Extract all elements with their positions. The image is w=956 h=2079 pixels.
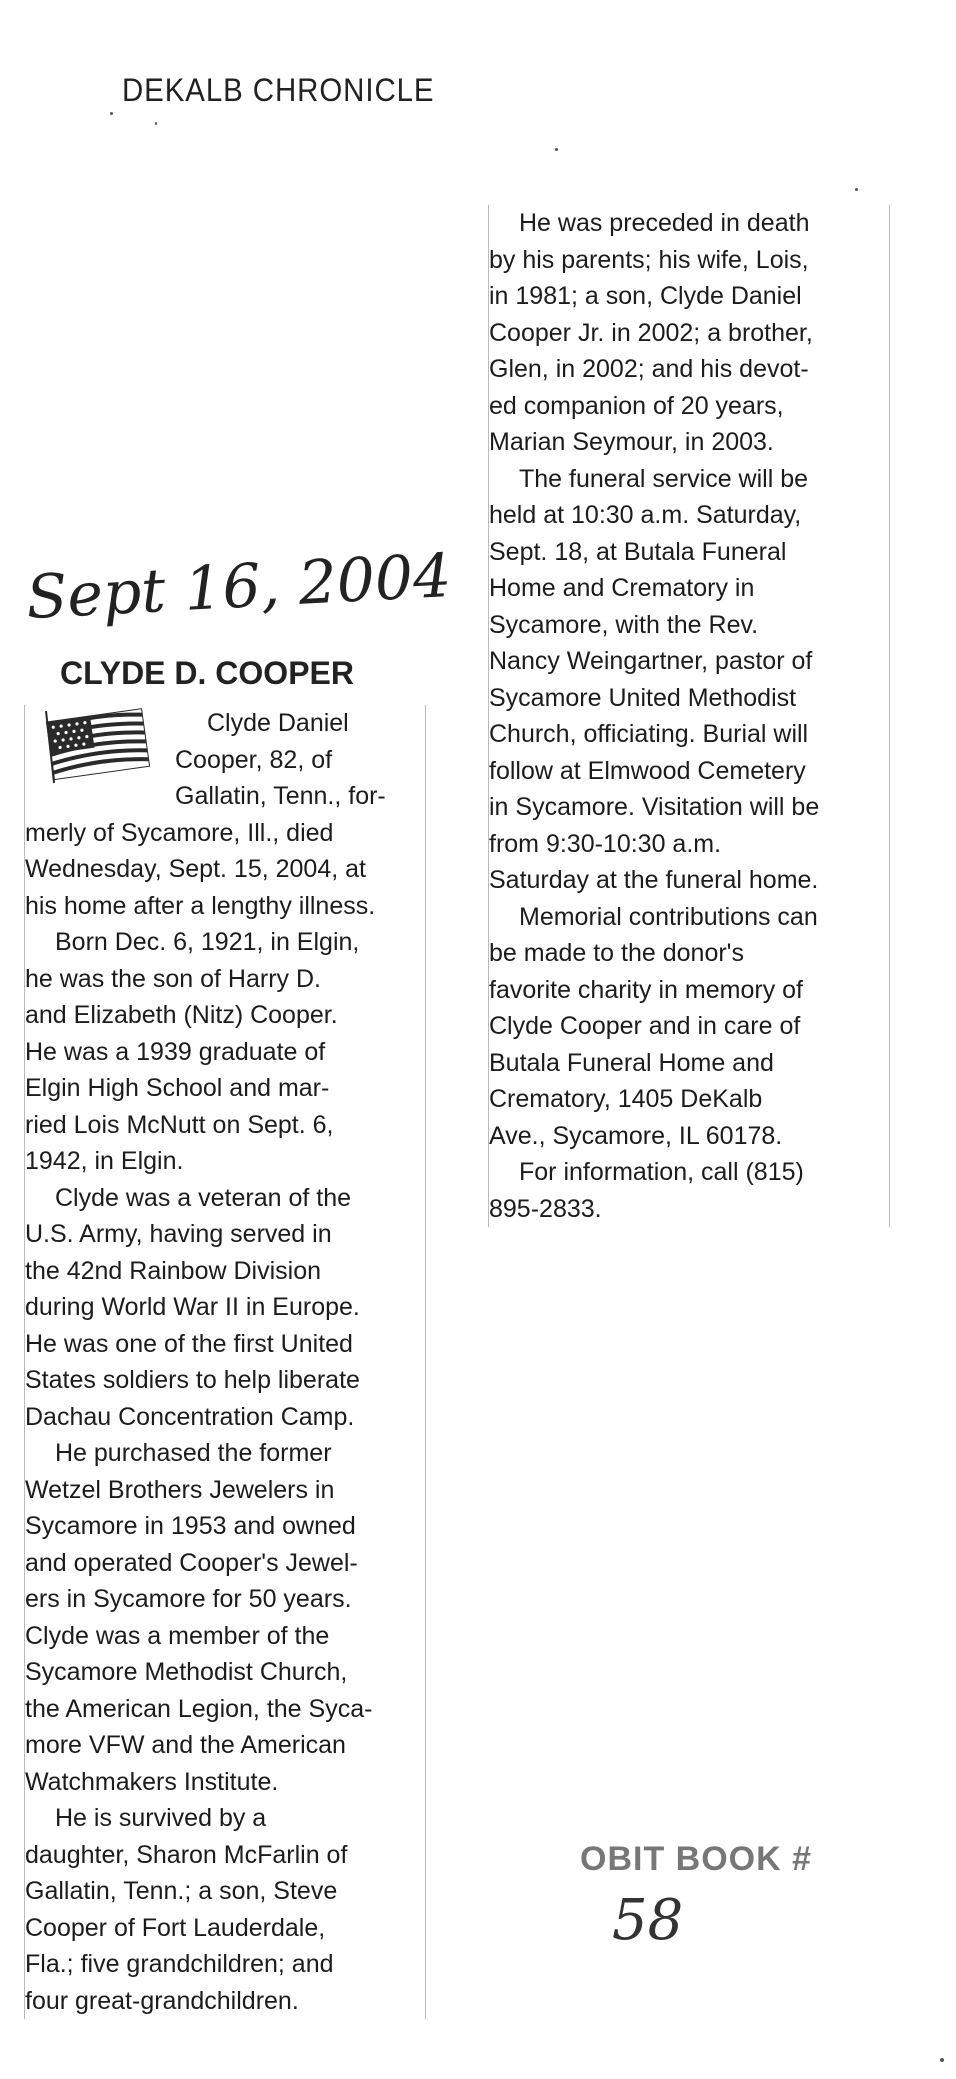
scan-speck [555, 148, 558, 151]
text-line: merly of Sycamore, Ill., died [25, 818, 334, 847]
text-line: He was one of the first United [25, 1329, 353, 1358]
text-line: He was a 1939 graduate of [25, 1037, 326, 1066]
text-line: ed companion of 20 years, [489, 391, 784, 420]
text-line: in 1981; a son, Clyde Daniel [489, 282, 802, 310]
text-line: his home after a lengthy illness. [25, 891, 376, 920]
obituary-right-column [488, 205, 890, 1227]
text-line: Sycamore, with the Rev. [489, 610, 759, 639]
text-line: Marian Seymour, in 2003. [489, 428, 774, 456]
text-line: Clyde was a veteran of the [55, 1183, 351, 1212]
text-line: daughter, Sharon McFarlin of [25, 1840, 348, 1869]
text-line: the 42nd Rainbow Division [25, 1256, 322, 1285]
text-line: Butala Funeral Home and [489, 1048, 774, 1077]
text-line: For information, call (815) [519, 1158, 804, 1186]
publication-header: DEKALB CHRONICLE [122, 72, 435, 108]
text-line: Clyde Cooper and in care of [489, 1012, 801, 1040]
text-line: Born Dec. 6, 1921, in Elgin, [55, 928, 360, 956]
text-line: Glen, in 2002; and his devot- [489, 355, 809, 383]
text-line: U.S. Army, having served in [25, 1220, 332, 1248]
text-line: Crematory, 1405 DeKalb [489, 1085, 763, 1113]
text-line: 1942, in Elgin. [25, 1147, 184, 1175]
text-line: He is survived by a [55, 1804, 267, 1832]
text-line: he was the son of Harry D. [25, 964, 321, 993]
text-line: ried Lois McNutt on Sept. 6, [25, 1110, 334, 1139]
text-line: Nancy Weingartner, pastor of [489, 647, 813, 675]
text-line: Gallatin, Tenn.; a son, Steve [25, 1877, 338, 1905]
obit-book-number: 58 [612, 1888, 684, 1953]
text-line: Clyde was a member of the [25, 1621, 330, 1650]
scan-speck [110, 112, 113, 115]
text-line: Elgin High School and mar- [25, 1074, 330, 1102]
scan-speck [940, 2058, 944, 2062]
text-line: Sycamore Methodist Church, [25, 1658, 348, 1686]
obit-book-stamp: OBIT BOOK # [580, 1840, 813, 1878]
text-line: States soldiers to help liberate [25, 1366, 360, 1394]
text-line: 895-2833. [489, 1194, 602, 1223]
text-line: the American Legion, the Syca- [25, 1694, 373, 1723]
text-line: and Elizabeth (Nitz) Cooper. [25, 1001, 338, 1029]
text-line: Clyde Daniel [207, 709, 349, 737]
text-line: He was preceded in death [519, 209, 810, 237]
handwritten-date: Sept 16, 2004 [24, 540, 453, 634]
text-line: follow at Elmwood Cemetery [489, 756, 806, 785]
text-line: ers in Sycamore for 50 years. [25, 1585, 352, 1613]
text-line: during World War II in Europe. [25, 1293, 360, 1321]
text-line: Dachau Concentration Camp. [25, 1402, 355, 1431]
obituary-left-column [24, 705, 426, 2019]
scan-speck [855, 188, 858, 191]
obituary-title: CLYDE D. COOPER [60, 655, 354, 691]
text-line: in Sycamore. Visitation will be [489, 793, 820, 821]
text-line: and operated Cooper's Jewel- [25, 1548, 358, 1577]
text-line: The funeral service will be [519, 464, 809, 493]
text-line: He purchased the former [55, 1439, 332, 1467]
text-line: be made to the donor's [489, 939, 744, 967]
text-line: Sept. 18, at Butala Funeral [489, 537, 787, 566]
text-line: Cooper, 82, of [175, 745, 333, 774]
text-line: Sycamore in 1953 and owned [25, 1512, 356, 1540]
text-line: Sycamore United Methodist [489, 683, 797, 712]
text-line: from 9:30-10:30 a.m. [489, 829, 722, 858]
text-line: Ave., Sycamore, IL 60178. [489, 1121, 783, 1150]
text-line: by his parents; his wife, Lois, [489, 245, 809, 274]
text-line: Watchmakers Institute. [25, 1767, 279, 1796]
text-line: more VFW and the American [25, 1731, 346, 1759]
text-line: Saturday at the funeral home. [489, 866, 819, 894]
text-line: four great-grandchildren. [25, 1986, 299, 2015]
text-line: held at 10:30 a.m. Saturday, [489, 501, 802, 529]
text-line: Home and Crematory in [489, 574, 755, 602]
text-line: Church, officiating. Burial will [489, 720, 809, 748]
text-line: Cooper Jr. in 2002; a brother, [489, 318, 813, 347]
text-line: Wetzel Brothers Jewelers in [25, 1475, 335, 1504]
text-line: Wednesday, Sept. 15, 2004, at [25, 855, 366, 883]
text-line: Fla.; five grandchildren; and [25, 1950, 334, 1978]
text-line: Gallatin, Tenn., for- [175, 782, 386, 810]
text-line: Memorial contributions can [519, 902, 818, 931]
scan-speck [155, 122, 157, 125]
text-line: favorite charity in memory of [489, 975, 803, 1004]
text-line: Cooper of Fort Lauderdale, [25, 1913, 326, 1942]
